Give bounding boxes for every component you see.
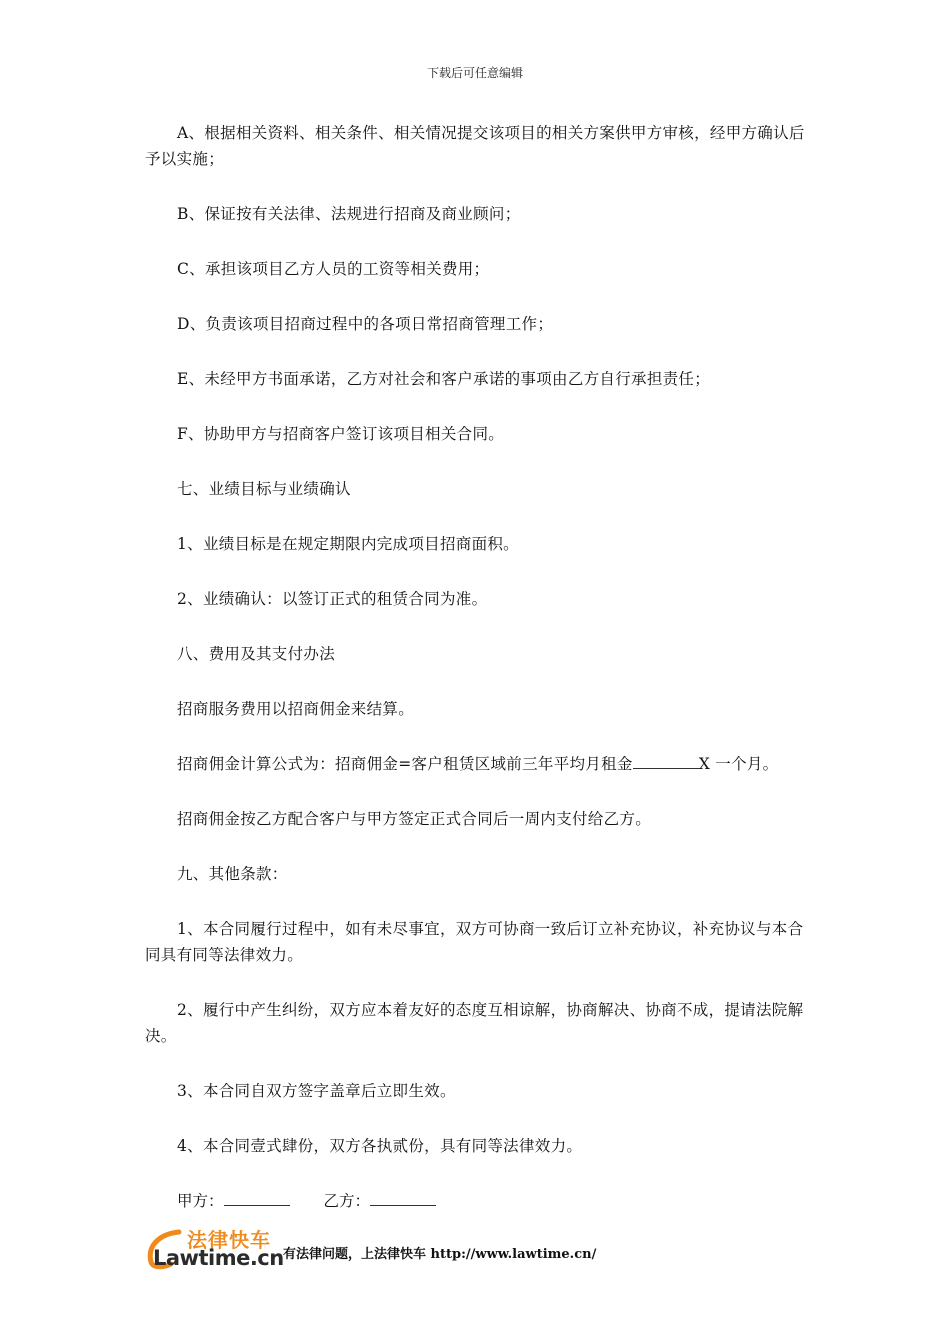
signature-row <box>145 1188 810 1214</box>
commission-formula <box>145 751 810 777</box>
page-footer <box>145 1224 845 1270</box>
logo-english-text: Lawtime.cn <box>153 1246 284 1270</box>
party-b-label: 乙方： <box>323 1192 371 1210</box>
other-clause-2: 2、履行中产生纠纷，双方应本着友好的态度互相谅解，协商解决、协商不成，提请法院解决。 <box>145 1001 804 1045</box>
performance-target: 1、业绩目标是在规定期限内完成项目招商面积。 <box>177 535 519 553</box>
formula-suffix: X 一个月。 <box>698 755 779 773</box>
party-a-signature <box>177 1188 290 1214</box>
party-b-signature <box>324 1188 437 1214</box>
section-seven-heading: 七、业绩目标与业绩确认 <box>177 480 351 498</box>
formula-text: 招商佣金计算公式为：招商佣金=客户租赁区域前三年平均月租金 <box>177 755 633 773</box>
party-a-label: 甲方： <box>177 1192 224 1210</box>
footer-slogan: 有法律问题，上法律快车 http://www.lawtime.cn/ <box>283 1247 597 1262</box>
clause-a: A、根据相关资料、相关条件、相关情况提交该项目的相关方案供甲方审核，经甲方确认后予以实施； <box>145 124 805 168</box>
other-clause-3: 3、本合同自双方签字盖章后立即生效。 <box>177 1082 456 1100</box>
fee-settlement: 招商服务费用以招商佣金来结算。 <box>177 700 415 718</box>
document-body <box>145 120 810 1214</box>
logo-chinese-text: 法律快车 <box>187 1228 271 1252</box>
clause-d: D、负责该项目招商过程中的各项日常招商管理工作； <box>177 315 554 333</box>
other-clause-1: 1、本合同履行过程中，如有未尽事宜，双方可协商一致后订立补充协议，补充协议与本合同具有同等法律效力。 <box>145 920 804 964</box>
clause-e: E、未经甲方书面承诺，乙方对社会和客户承诺的事项由乙方自行承担责任； <box>177 370 711 388</box>
section-eight-heading: 八、费用及其支付办法 <box>177 645 336 663</box>
page-header: 下载后可任意编辑 <box>426 66 523 80</box>
formula-blank[interactable] <box>633 752 699 769</box>
party-b-blank[interactable] <box>370 1189 436 1206</box>
party-a-blank[interactable] <box>224 1189 290 1206</box>
clause-b: B、保证按有关法律、法规进行招商及商业顾问； <box>177 205 521 223</box>
clause-c: C、承担该项目乙方人员的工资等相关费用； <box>177 260 490 278</box>
lawtime-logo <box>145 1224 283 1270</box>
commission-payment: 招商佣金按乙方配合客户与甲方签定正式合同后一周内支付给乙方。 <box>177 810 652 828</box>
clause-f: F、协助甲方与招商客户签订该项目相关合同。 <box>177 425 505 443</box>
other-clause-4: 4、本合同壹式肆份，双方各执贰份，具有同等法律效力。 <box>177 1137 583 1155</box>
performance-confirmation: 2、业绩确认：以签订正式的租赁合同为准。 <box>177 590 488 608</box>
section-nine-heading: 九、其他条款： <box>177 865 288 883</box>
